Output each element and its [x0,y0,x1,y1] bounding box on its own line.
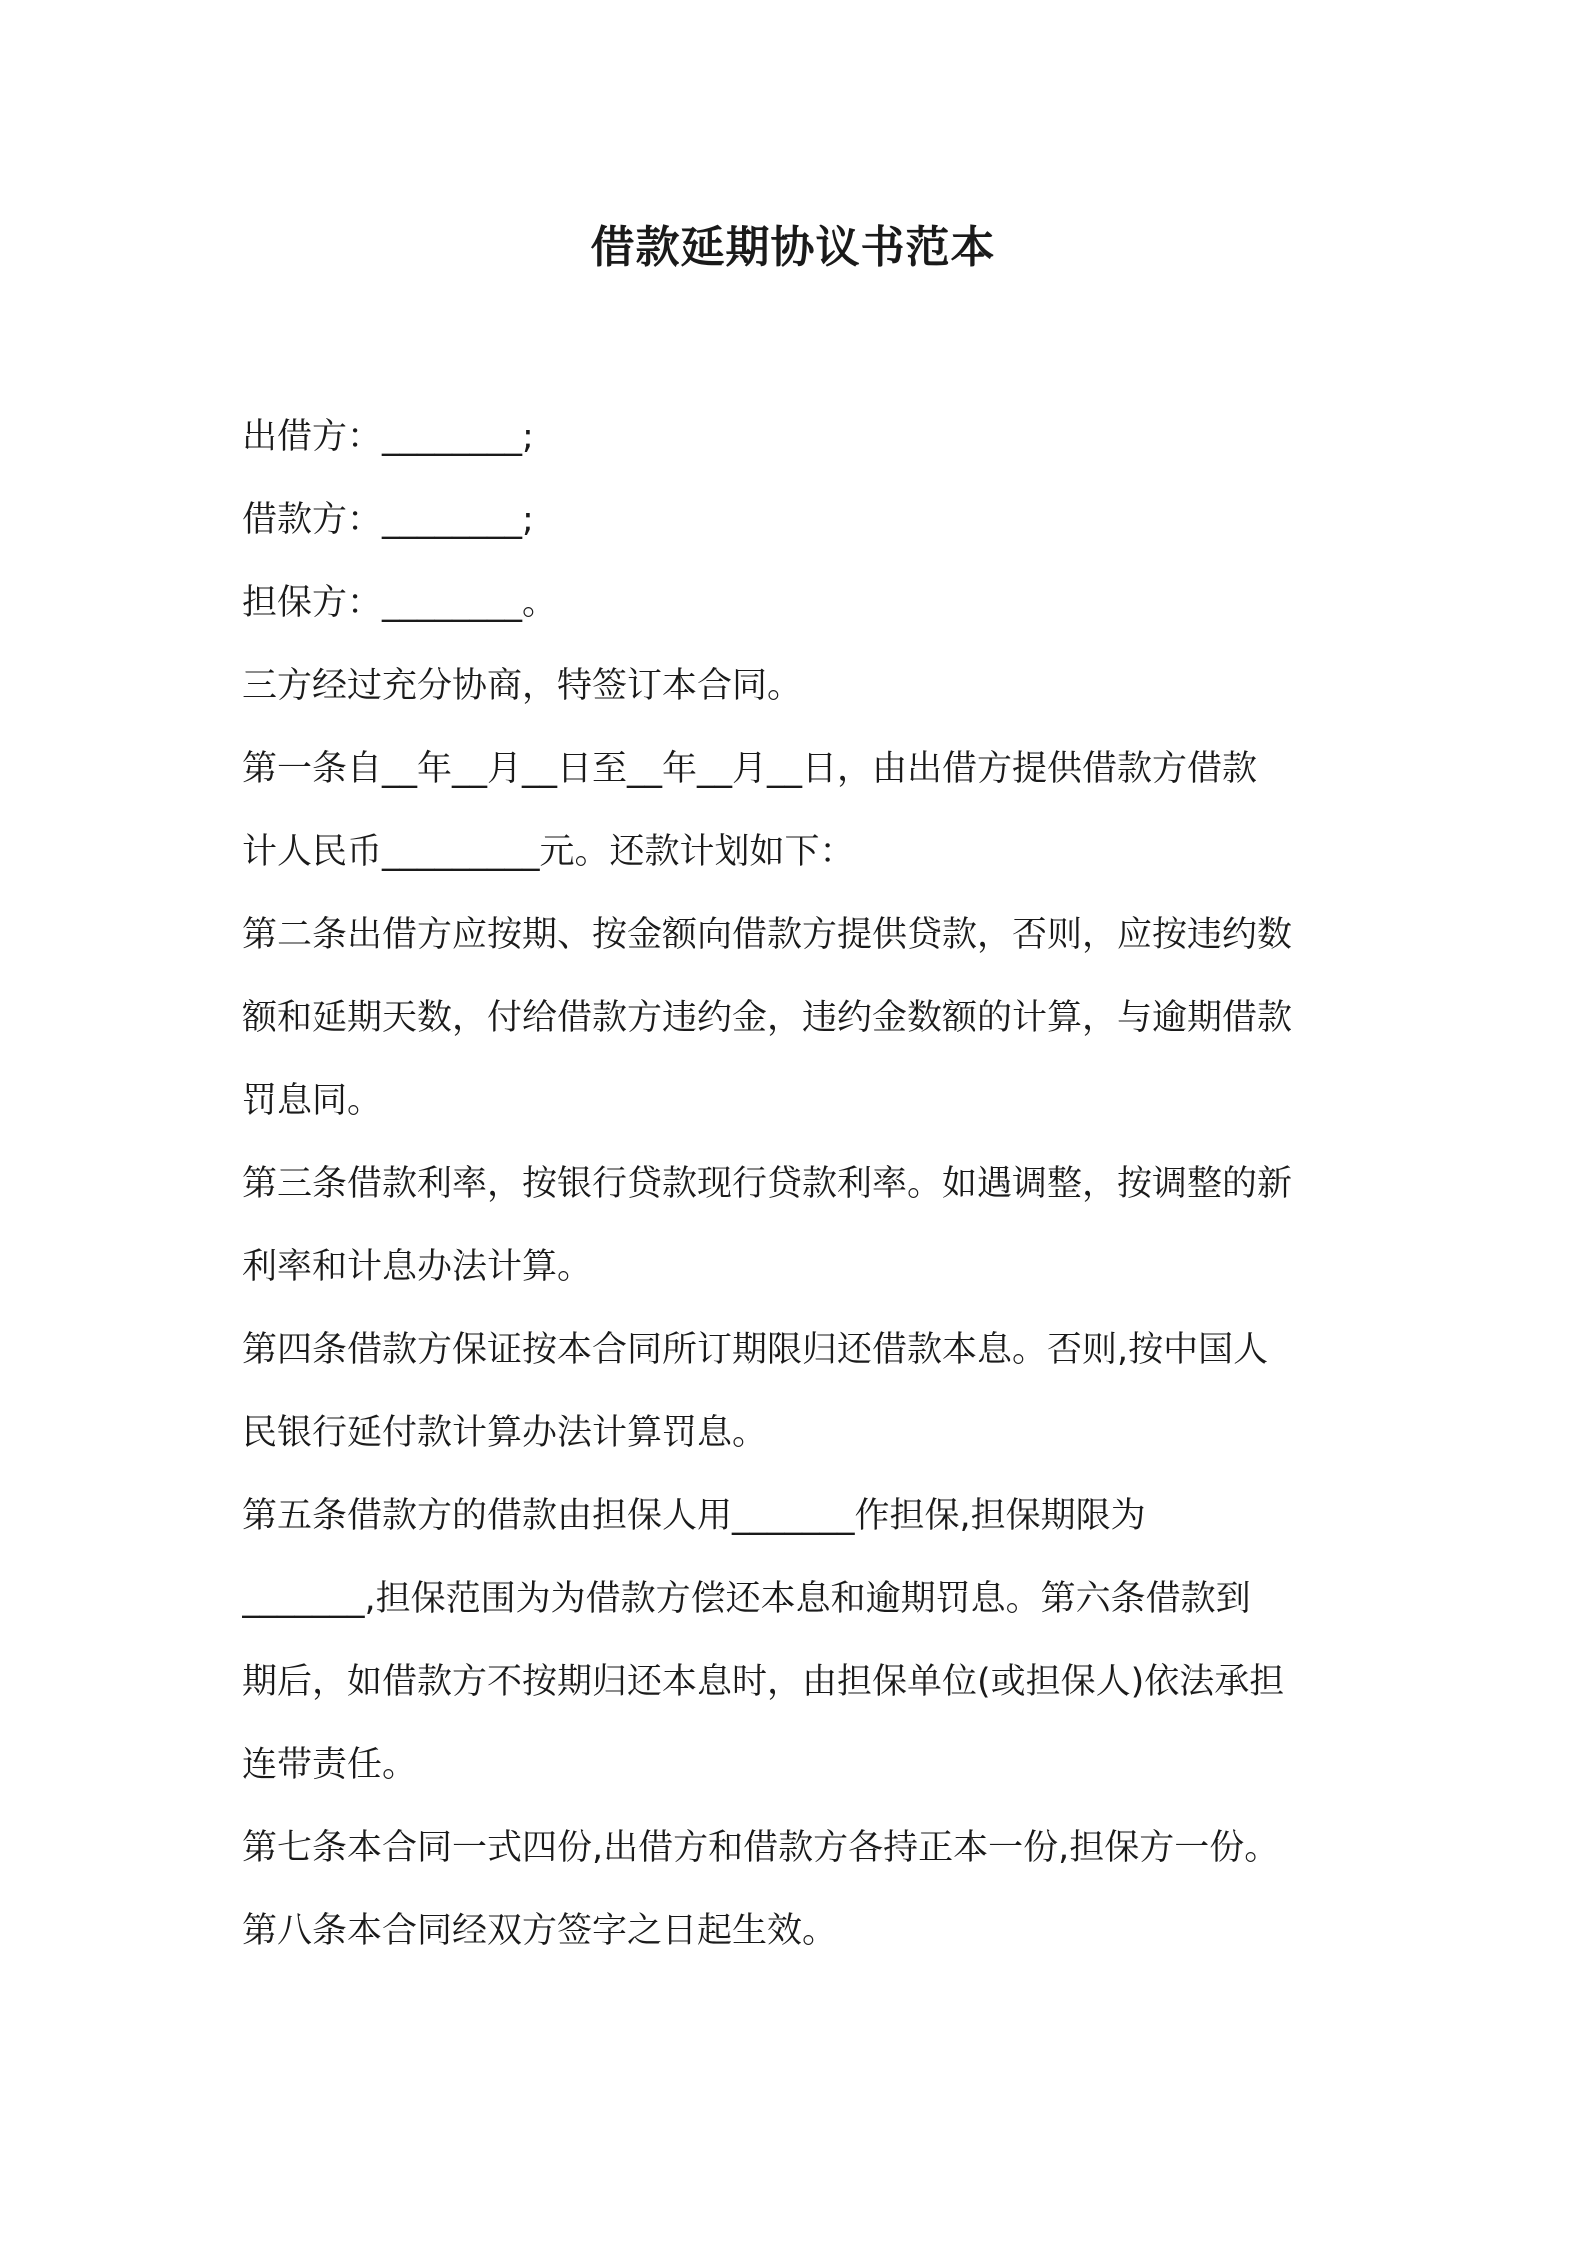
article-6-line-1: 期后，如借款方不按期归还本息时，由担保单位(或担保人)依法承担 [242,1662,1285,1702]
article-2-line-1: 第二条出借方应按期、按金额向借款方提供贷款，否则，应按违约数 [242,915,1293,955]
article-3-line-1: 第三条借款利率，按银行贷款现行贷款利率。如遇调整，按调整的新 [242,1164,1293,1204]
article-8-line: 第八条本合同经双方签字之日起生效。 [242,1911,838,1951]
article-2-line-2: 额和延期天数，付给借款方违约金，违约金数额的计算，与逾期借款 [242,998,1293,1038]
article-5-line-1: 第五条借款方的借款由担保人用_______作担保,担保期限为 [242,1496,1146,1536]
lender-line: 出借方：________; [242,417,534,457]
article-3-line-2: 利率和计息办法计算。 [242,1247,593,1287]
article-1-line-2: 计人民币_________元。还款计划如下： [242,832,855,872]
borrower-line: 借款方：________; [242,500,534,540]
article-5-line-2: _______,担保范围为为借款方偿还本息和逾期罚息。第六条借款到 [242,1579,1251,1619]
article-6-line-2: 连带责任。 [242,1745,418,1785]
article-1-line-1: 第一条自__年__月__日至__年__月__日，由出借方提供借款方借款 [242,749,1258,789]
article-7-line: 第七条本合同一式四份,出借方和借款方各持正本一份,担保方一份。 [242,1828,1280,1868]
article-4-line-2: 民银行延付款计算办法计算罚息。 [242,1413,768,1453]
document-title: 借款延期协议书范本 [590,222,996,273]
preamble-line: 三方经过充分协商，特签订本合同。 [242,666,803,706]
article-4-line-1: 第四条借款方保证按本合同所订期限归还借款本息。否则,按中国人 [242,1330,1269,1370]
document-body [242,396,1382,1973]
guarantor-line: 担保方：________。 [242,583,558,623]
article-2-line-3: 罚息同。 [242,1081,383,1121]
